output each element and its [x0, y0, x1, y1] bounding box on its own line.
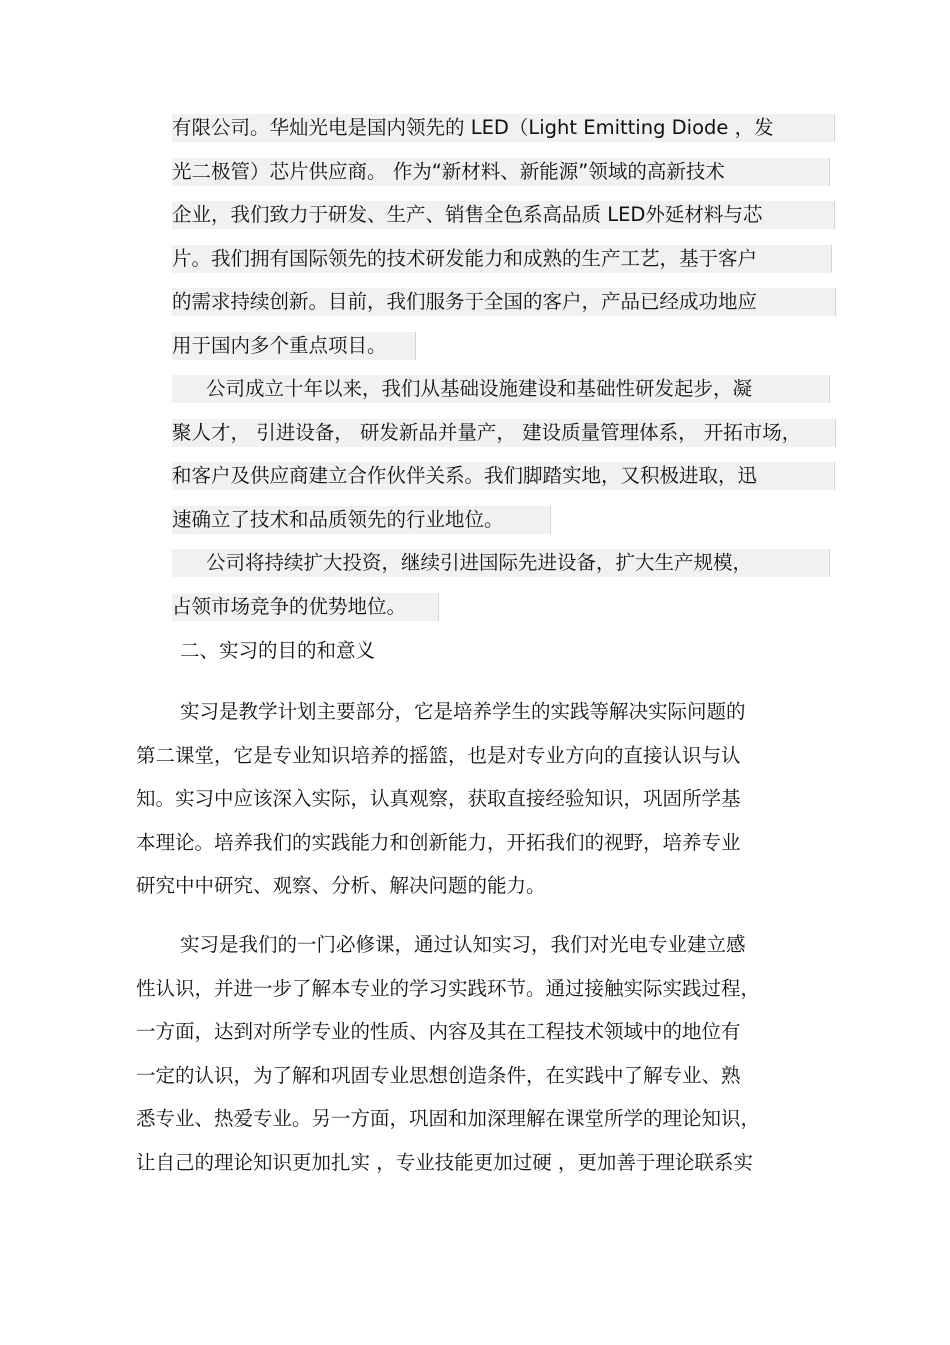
paragraph-line: 一定的认识，为了解和巩固专业思想创造条件，在实践中了解专业、熟 — [136, 1063, 741, 1087]
paragraph-line: 性认识，并进一步了解本专业的学习实践环节。通过接触实际实践过程， — [136, 976, 761, 1000]
paragraph-line: 一方面，达到对所学专业的性质、内容及其在工程技术领域中的地位有 — [136, 1020, 741, 1043]
paragraph-line: 第二课堂，它是专业知识培养的摇篮，也是对专业方向的直接认识与认 — [136, 743, 741, 767]
paragraph-line: 知。实习中应该深入实际，认真观察，获取直接经验知识，巩固所学基 — [136, 787, 741, 810]
intro-line: 速确立了技术和品质领先的行业地位。 — [172, 506, 551, 534]
section-heading: 二、实习的目的和意义 — [180, 639, 376, 662]
purpose-paragraph-1 — [136, 690, 806, 908]
intro-line: 光二极管）芯片供应商。 作为“新材料、新能源”领域的高新技术 — [172, 158, 830, 186]
intro-line: 有限公司。华灿光电是国内领先的 LED（Light Emitting Diode ，发 — [172, 114, 835, 142]
paragraph-line: 悉专业、热爱专业。另一方面，巩固和加深理解在课堂所学的理论知识， — [136, 1107, 761, 1130]
intro-line: 片。我们拥有国际领先的技术研发能力和成熟的生产工艺，基于客户 — [172, 245, 832, 273]
intro-line: 用于国内多个重点项目。 — [172, 332, 416, 360]
intro-line: 和客户及供应商建立合作伙伴关系。我们脚踏实地，又积极进取，迅 — [172, 462, 835, 490]
intro-line: 企业，我们致力于研发、生产、销售全色系高品质 LED外延材料与芯 — [172, 201, 835, 229]
paragraph-line: 实习是我们的一门必修课，通过认知实习，我们对光电专业建立感 — [180, 933, 746, 956]
intro-line: 占领市场竞争的优势地位。 — [172, 593, 439, 621]
purpose-paragraph-2 — [136, 923, 806, 1184]
paragraph-line: 实习是教学计划主要部分，它是培养学生的实践等解决实际问题的 — [180, 700, 746, 723]
intro-line: 公司将持续扩大投资，继续引进国际先进设备，扩大生产规模， — [172, 549, 830, 577]
company-intro-block — [172, 114, 837, 636]
paragraph-line: 让自己的理论知识更加扎实 ，专业技能更加过硬 ，更加善于理论联系实 — [136, 1150, 753, 1174]
paragraph-line: 研究中中研究、观察、分析、解决问题的能力。 — [136, 874, 546, 897]
intro-line: 公司成立十年以来，我们从基础设施建设和基础性研发起步，凝 — [172, 375, 830, 403]
paragraph-line: 本理论。培养我们的实践能力和创新能力，开拓我们的视野，培养专业 — [136, 830, 741, 854]
intro-line: 的需求持续创新。目前，我们服务于全国的客户，产品已经成功地应 — [172, 288, 836, 316]
intro-line: 聚人才， 引进设备， 研发新品并量产， 建设质量管理体系， 开拓市场， — [172, 419, 836, 447]
